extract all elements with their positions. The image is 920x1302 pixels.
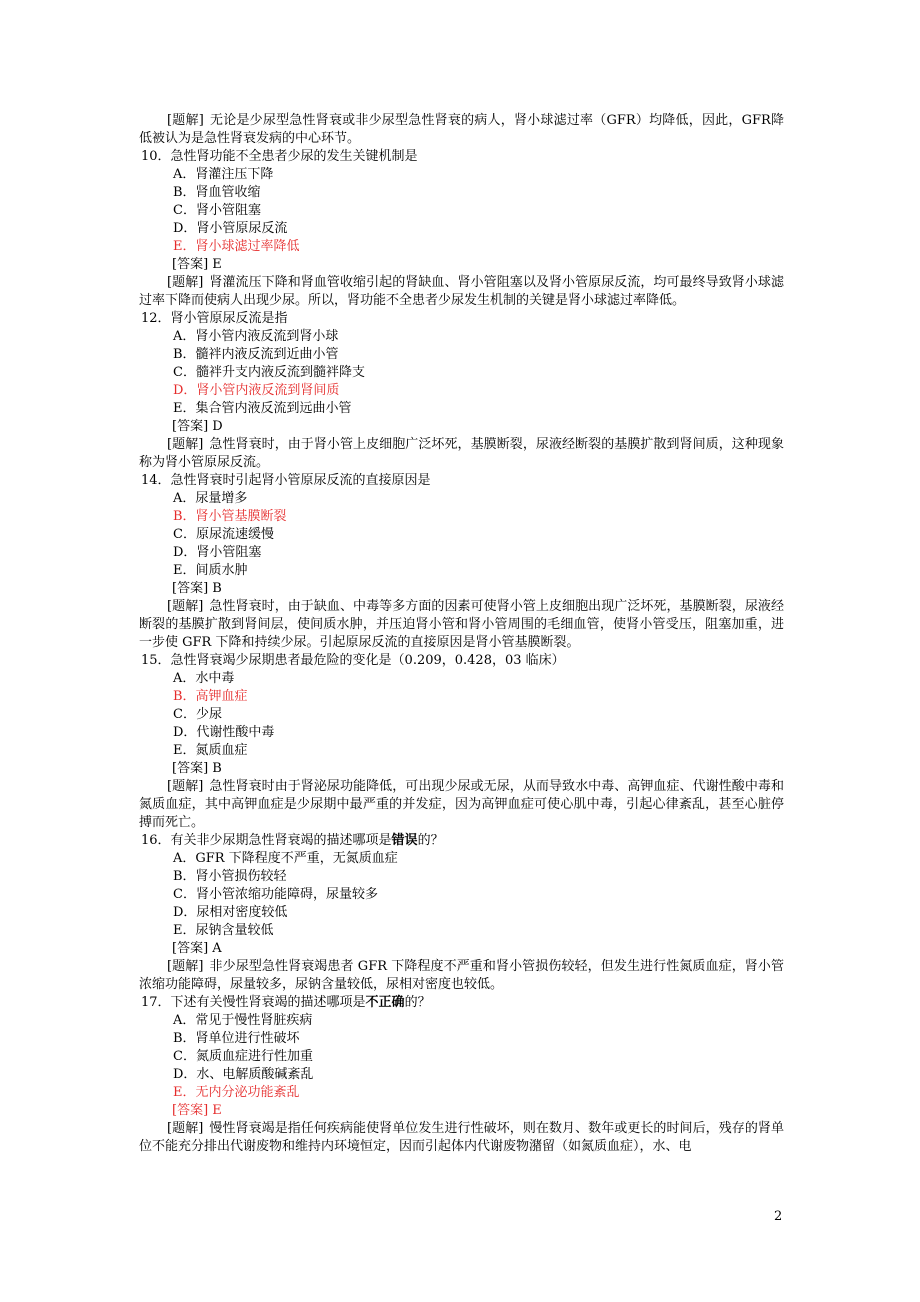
option-d: D．代谢性酸中毒 (173, 725, 275, 740)
explanation-text: 急性肾衰时，由于肾小管上皮细胞广泛坏死，基膜断裂，尿液经断裂的基膜扩散到肾间质，这种现象称为肾小管原尿反流。 (139, 437, 784, 470)
explanation-label: [题解] (167, 779, 204, 794)
option-c: C．髓袢升支内液反流到髓袢降支 (173, 365, 365, 380)
explanation-label: [题解] (167, 599, 204, 614)
option-c: C．肾小管浓缩功能障碍，尿量较多 (173, 887, 378, 902)
intro-explanation (139, 112, 784, 148)
explanation-text: 急性肾衰时，由于缺血、中毒等多方面的因素可使肾小管上皮细胞出现广泛坏死，基膜断裂，尿液经断裂的基膜扩散到肾间层，使间质水肿，并压迫肾小管和肾小管周围的毛细血管，使肾小管受压，阻塞加重，进一步使 GFR 下降和持续少尿。引起原尿反流的直接原因是肾小管基膜断裂。 (139, 599, 784, 650)
question-text-post: 的？ (417, 833, 444, 848)
option-e: E．尿钠含量较低 (173, 923, 274, 938)
explanation-text: 慢性肾衰竭是指任何疾病能使肾单位发生进行性破坏，则在数月、数年或更长的时间后，残存的肾单位不能充分排出代谢废物和维持内环境恒定，因而引起体内代谢废物潴留（如氮质血症），水、电 (139, 1121, 784, 1154)
explanation (139, 436, 784, 472)
question-block-16 (139, 832, 784, 994)
question-block-14 (139, 472, 784, 652)
option-a: A．GFR 下降程度不严重，无氮质血症 (173, 851, 398, 866)
question-block-10 (139, 148, 784, 310)
explanation-label: [题解] (167, 959, 204, 974)
option-c: C．原尿流速缓慢 (173, 527, 274, 542)
option-a: A．尿量增多 (173, 491, 248, 506)
question-text: 14．急性肾衰时引起肾小管原尿反流的直接原因是 (141, 473, 431, 488)
answer-line: [答案] B (172, 581, 222, 596)
option-c: C．少尿 (173, 707, 222, 722)
answer-line: [答案] D (172, 419, 223, 434)
option-d: D．肾小管阻塞 (173, 545, 262, 560)
answer-line: [答案] A (172, 941, 222, 956)
explanation (139, 274, 784, 310)
option-c: C．氮质血症进行性加重 (173, 1049, 313, 1064)
explanation-label: [题解] (167, 1121, 204, 1136)
option-c: C．肾小管阻塞 (173, 203, 261, 218)
answer-line: [答案] E (172, 1103, 222, 1118)
option-a: A．常见于慢性肾脏疾病 (173, 1013, 313, 1028)
page-content (139, 112, 784, 1156)
explanation (139, 1120, 784, 1156)
option-b: B．肾血管收缩 (173, 185, 261, 200)
option-a: A．肾灌注压下降 (173, 167, 274, 182)
option-b: B．髓袢内液反流到近曲小管 (173, 347, 339, 362)
option-e-correct: E．无内分泌功能紊乱 (173, 1085, 300, 1100)
answer-line: [答案] E (172, 257, 222, 272)
explanation-label: [题解] (167, 113, 204, 128)
question-text (139, 832, 784, 850)
explanation (139, 598, 784, 652)
question-block-15 (139, 652, 784, 832)
option-a: A．肾小管内液反流到肾小球 (173, 329, 339, 344)
question-text: 10．急性肾功能不全患者少尿的发生关键机制是 (141, 149, 418, 164)
explanation (139, 778, 784, 832)
question-text-post: 的？ (404, 995, 431, 1010)
option-d-correct: D．肾小管内液反流到肾间质 (173, 383, 340, 398)
option-b-correct: B．肾小管基膜断裂 (173, 509, 287, 524)
option-d: D．肾小管原尿反流 (173, 221, 288, 236)
explanation-text: 肾灌流压下降和肾血管收缩引起的肾缺血、肾小管阻塞以及肾小管原尿反流，均可最终导致肾小球滤过率下降而使病人出现少尿。所以，肾功能不全患者少尿发生机制的关键是肾小球滤过率降低。 (139, 275, 784, 308)
question-block-17 (139, 994, 784, 1156)
explanation-text: 无论是少尿型急性肾衰或非少尿型急性肾衰的病人，肾小球滤过率（GFR）均降低，因此，GFR降低被认为是急性肾衰发病的中心环节。 (139, 113, 784, 146)
question-text: 15．急性肾衰竭少尿期患者最危险的变化是（0.209，0.428，03 临床） (141, 653, 565, 668)
answer-line: [答案] B (172, 761, 222, 776)
explanation-label: [题解] (167, 275, 204, 290)
option-d: D．尿相对密度较低 (173, 905, 288, 920)
explanation-label: [题解] (167, 437, 204, 452)
question-keyword: 错误 (391, 833, 418, 848)
page-number: 2 (774, 1209, 783, 1224)
question-text-pre: 16．有关非少尿期急性肾衰竭的描述哪项是 (141, 833, 392, 848)
option-e: E．氮质血症 (173, 743, 248, 758)
option-e: E．集合管内液反流到远曲小管 (173, 401, 352, 416)
option-e-correct: E．肾小球滤过率降低 (173, 239, 300, 254)
option-b: B．肾单位进行性破坏 (173, 1031, 300, 1046)
question-text-pre: 17．下述有关慢性肾衰竭的描述哪项是 (141, 995, 366, 1010)
explanation (139, 958, 784, 994)
question-text: 12．肾小管原尿反流是指 (141, 311, 288, 326)
option-b: B．肾小管损伤较轻 (173, 869, 287, 884)
option-e: E．间质水肿 (173, 563, 248, 578)
option-d: D．水、电解质酸碱紊乱 (173, 1067, 314, 1082)
option-a: A．水中毒 (173, 671, 235, 686)
explanation-text: 非少尿型急性肾衰竭患者 GFR 下降程度不严重和肾小管损伤较轻，但发生进行性氮质血症，肾小管浓缩功能障碍，尿量较多，尿钠含量较低，尿相对密度也较低。 (139, 959, 784, 992)
question-text (139, 994, 784, 1012)
explanation-text: 急性肾衰时由于肾泌尿功能降低，可出现少尿或无尿，从而导致水中毒、高钾血症、代谢性酸中毒和氮质血症，其中高钾血症是少尿期中最严重的并发症，因为高钾血症可使心肌中毒，引起心律紊乱，甚至心脏停搏而死亡。 (139, 779, 784, 830)
option-b-correct: B．高钾血症 (173, 689, 248, 704)
question-keyword: 不正确 (365, 995, 405, 1010)
question-block-12 (139, 310, 784, 472)
